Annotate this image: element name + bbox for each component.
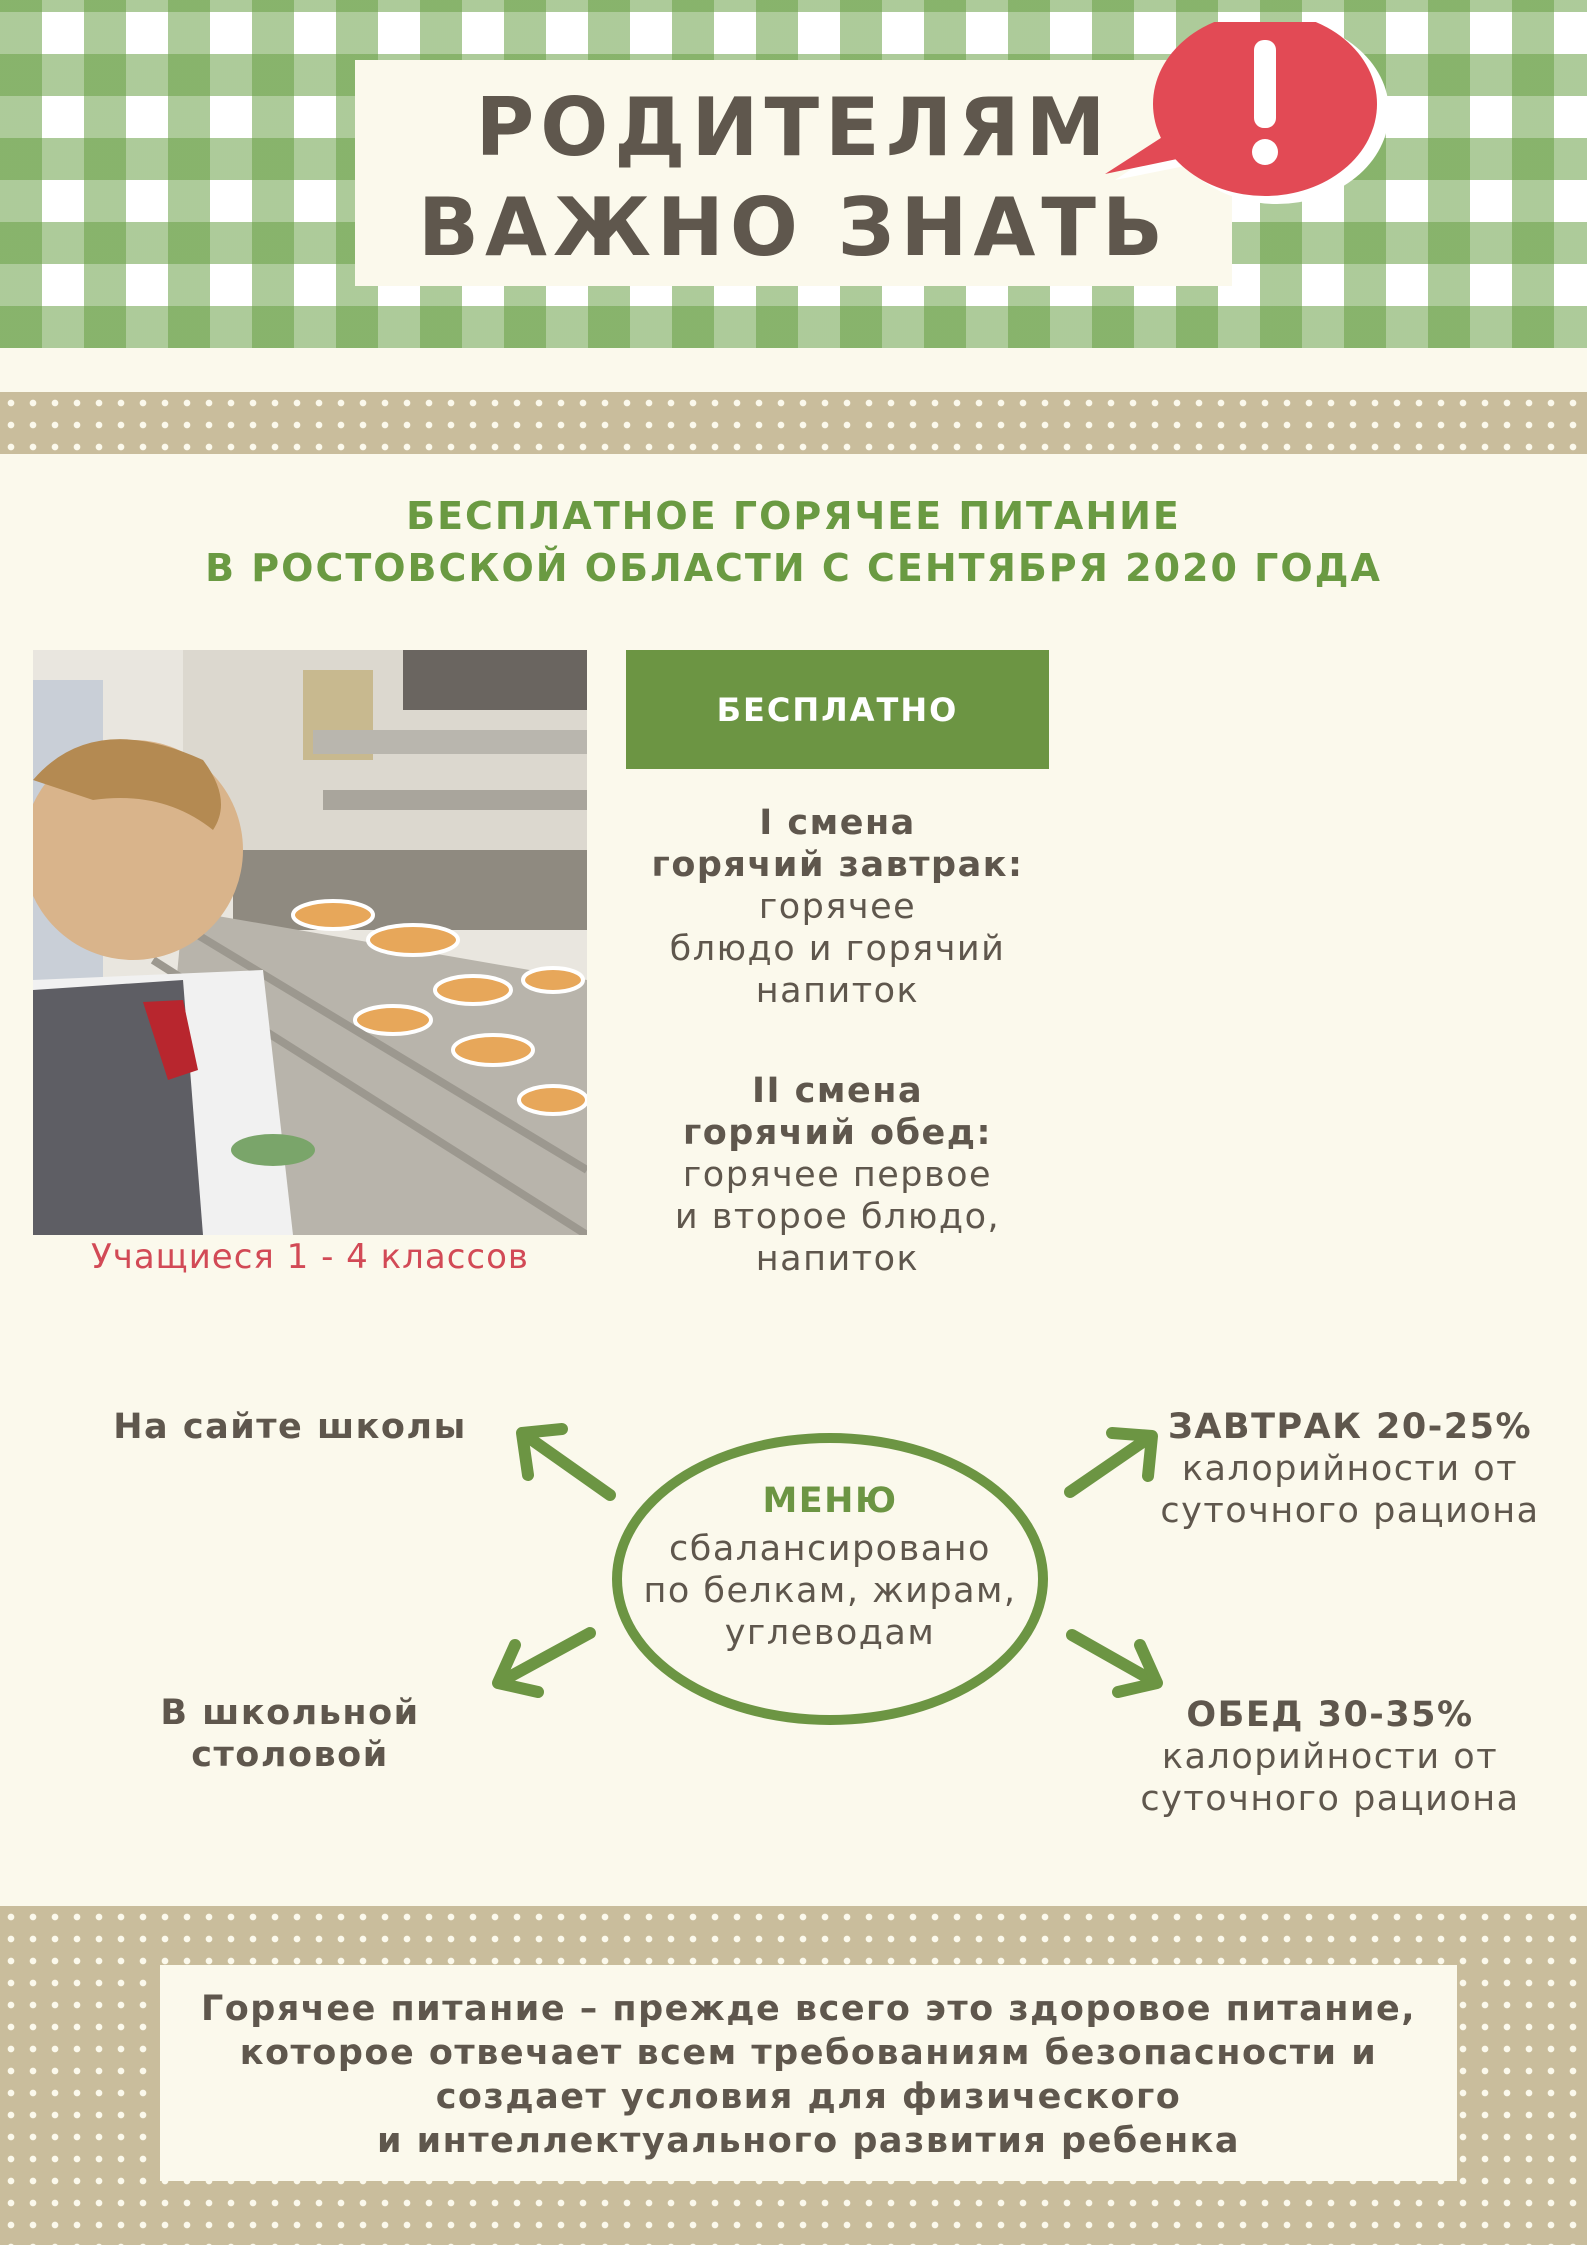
title-line-1: РОДИТЕЛЯМ	[475, 81, 1112, 174]
shift-1-line-1: горячее	[758, 887, 917, 927]
exclamation-speech-bubble-icon	[1105, 22, 1405, 232]
canteen-photo	[33, 650, 587, 1235]
footer-line-2: которое отвечает всем требованиям безопасности и	[239, 2033, 1378, 2073]
heading-line-2: В РОСТОВСКОЙ ОБЛАСТИ С СЕНТЯБРЯ 2020 ГОДА	[205, 546, 1382, 590]
menu-top-right	[1130, 1406, 1570, 1532]
shift-1-subtitle: горячий завтрак:	[651, 845, 1024, 885]
shift-2-line-1: горячее первое	[682, 1155, 993, 1195]
shift-2-line-2: и второе блюдо,	[674, 1197, 1001, 1237]
menu-bottom-left	[120, 1692, 460, 1776]
breakfast-title: ЗАВТРАК 20-25%	[1167, 1407, 1533, 1447]
breakfast-line-1: калорийности от	[1181, 1449, 1519, 1489]
shift-1-title: I смена	[759, 803, 916, 843]
canteen-label-1: В школьной	[160, 1693, 420, 1733]
lunch-title: ОБЕД 30-35%	[1186, 1695, 1474, 1735]
shift-1-line-2: блюдо и горячий	[669, 929, 1006, 969]
shift-1-line-3: напиток	[755, 971, 920, 1011]
photo-caption: Учащиеся 1 - 4 классов	[91, 1237, 529, 1277]
menu-line-2: по белкам, жирам,	[643, 1571, 1017, 1611]
title-line-2: ВАЖНО ЗНАТЬ	[418, 181, 1169, 274]
menu-bottom-right	[1110, 1694, 1550, 1820]
school-site-label: На сайте школы	[113, 1407, 467, 1447]
footer-line-3: создает условия для физического	[435, 2077, 1182, 2117]
shift-1-block	[626, 802, 1049, 1012]
menu-center-text	[612, 1480, 1048, 1654]
heading-line-1: БЕСПЛАТНОЕ ГОРЯЧЕЕ ПИТАНИЕ	[406, 494, 1181, 538]
shift-2-subtitle: горячий обед:	[682, 1113, 993, 1153]
free-label-box: БЕСПЛАТНО	[626, 650, 1049, 769]
canteen-label-2: столовой	[191, 1735, 389, 1775]
dotted-band-top	[0, 392, 1587, 454]
footer-text	[160, 1987, 1457, 2163]
breakfast-line-2: суточного рациона	[1160, 1491, 1540, 1531]
lunch-line-2: суточного рациона	[1140, 1779, 1520, 1819]
lunch-line-1: калорийности от	[1161, 1737, 1499, 1777]
shift-2-line-3: напиток	[755, 1239, 920, 1279]
title-box	[355, 60, 1232, 286]
footer-box	[160, 1965, 1457, 2181]
shift-2-block	[626, 1070, 1049, 1280]
footer-line-4: и интеллектуального развития ребенка	[376, 2121, 1241, 2161]
menu-title: МЕНЮ	[762, 1481, 898, 1521]
menu-line-3: углеводам	[724, 1613, 936, 1653]
menu-line-1: сбалансировано	[669, 1529, 991, 1569]
menu-top-left	[80, 1406, 500, 1448]
shift-2-title: II смена	[751, 1071, 924, 1111]
footer-line-1: Горячее питание – прежде всего это здоровое питание,	[200, 1989, 1417, 2029]
